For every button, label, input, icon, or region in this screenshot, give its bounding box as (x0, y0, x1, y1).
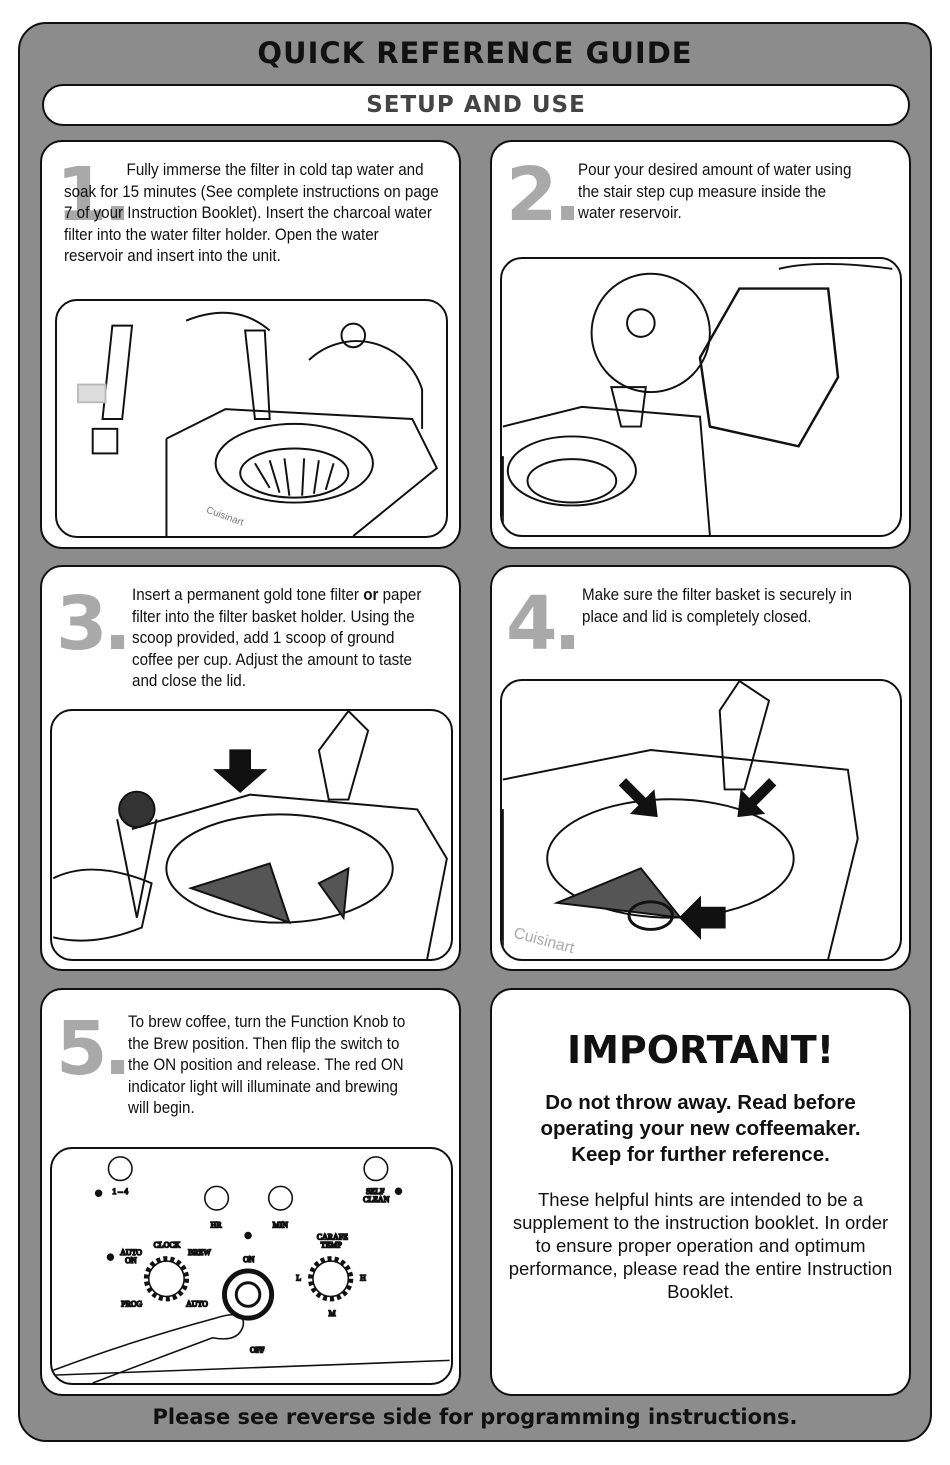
low-label: L (296, 1273, 302, 1283)
step-text: To brew coffee, turn the Function Knob to the Brew position. Then flip the switch to the ON position and release. The red ON indicator light will illuminate and brewing will begin. (128, 1013, 406, 1117)
on-off-switch[interactable] (224, 1271, 271, 1318)
step-number: 3. (56, 581, 128, 667)
section-banner: SETUP AND USE (42, 84, 910, 126)
auto-off-label: AUTO (186, 1299, 208, 1309)
control-panel-illustration (50, 1147, 453, 1385)
step-number: 1. (56, 152, 128, 238)
footer-note: Please see reverse side for programming instructions. (152, 1405, 798, 1429)
on-label: ON (243, 1255, 255, 1265)
hour-button[interactable] (205, 1186, 229, 1210)
important-heading: IMPORTANT! (566, 1028, 835, 1072)
step-text-a: Insert a permanent gold tone filter (132, 586, 364, 604)
off-label: OFF (250, 1345, 265, 1355)
temp-label: TEMP (320, 1240, 342, 1250)
auto-on-label-2: ON (125, 1256, 137, 1266)
step-text: Make sure the filter basket is securely in place and lid is completely closed. (582, 586, 852, 626)
min-label: MIN (272, 1220, 288, 1230)
step-text-b: paper filter into the filter basket holder. Using the scoop provided, add 1 scoop of ground coffee per cup. Adjust the amount to taste and close the lid. (132, 586, 422, 690)
carafe-temp-knob[interactable] (311, 1259, 350, 1298)
step-text: Pour your desired amount of water using the stair step cup measure inside the water reservoir. (578, 161, 852, 222)
hr-label: HR (210, 1220, 222, 1230)
step-4-panel (490, 565, 911, 971)
brew-label: BREW (188, 1248, 211, 1258)
important-panel (490, 988, 911, 1396)
step-number: 5. (56, 1006, 128, 1092)
step-text-bold: or (363, 586, 379, 604)
important-warning: Do not throw away. Read before operating your new coffeemaker. Keep for further reference. (540, 1091, 861, 1166)
step-5-panel (40, 988, 461, 1396)
clock-label: CLOCK (153, 1240, 181, 1250)
step-3-panel (40, 565, 461, 971)
prog-label: PROG (121, 1299, 143, 1309)
minute-button[interactable] (269, 1186, 293, 1210)
brand-label: Cuisinart (204, 504, 245, 529)
page-title: QUICK REFERENCE GUIDE (257, 36, 693, 70)
cups-label: 1 – 4 (112, 1187, 129, 1197)
self-clean-button[interactable] (364, 1157, 388, 1181)
step-number: 2. (506, 152, 578, 238)
high-label: H (360, 1273, 366, 1283)
important-body: These helpful hints are intended to be a supplement to the instruction booklet. In order to ensure proper operation and optimum performance, please read the entire Instruction Booklet. (508, 1189, 893, 1302)
step-text (132, 585, 436, 693)
step-1-panel (40, 140, 461, 549)
step-number: 4. (506, 581, 578, 667)
medium-label: M (328, 1309, 336, 1319)
self-label: SELF (366, 1187, 385, 1197)
cups-button[interactable] (108, 1157, 132, 1181)
lid-closed-illustration (500, 679, 902, 961)
pour-water-illustration (500, 257, 902, 537)
auto-on-label: AUTO (120, 1248, 142, 1258)
carafe-label: CARAFE (316, 1232, 348, 1242)
brand-label: Cuisinart (511, 924, 577, 958)
step-text: Fully immerse the filter in cold tap water and soak for 15 minutes (See complete instructions on page 7 of your Instruction Booklet). Insert the charcoal water filter into the water filter holder. Open the water reservoir and insert into the unit. (64, 161, 439, 265)
step-2-panel (490, 140, 911, 549)
filter-insert-illustration (55, 299, 448, 538)
clean-label: CLEAN (363, 1195, 390, 1205)
finger (53, 1315, 243, 1383)
add-coffee-illustration (50, 709, 453, 961)
function-knob[interactable] (147, 1259, 186, 1298)
